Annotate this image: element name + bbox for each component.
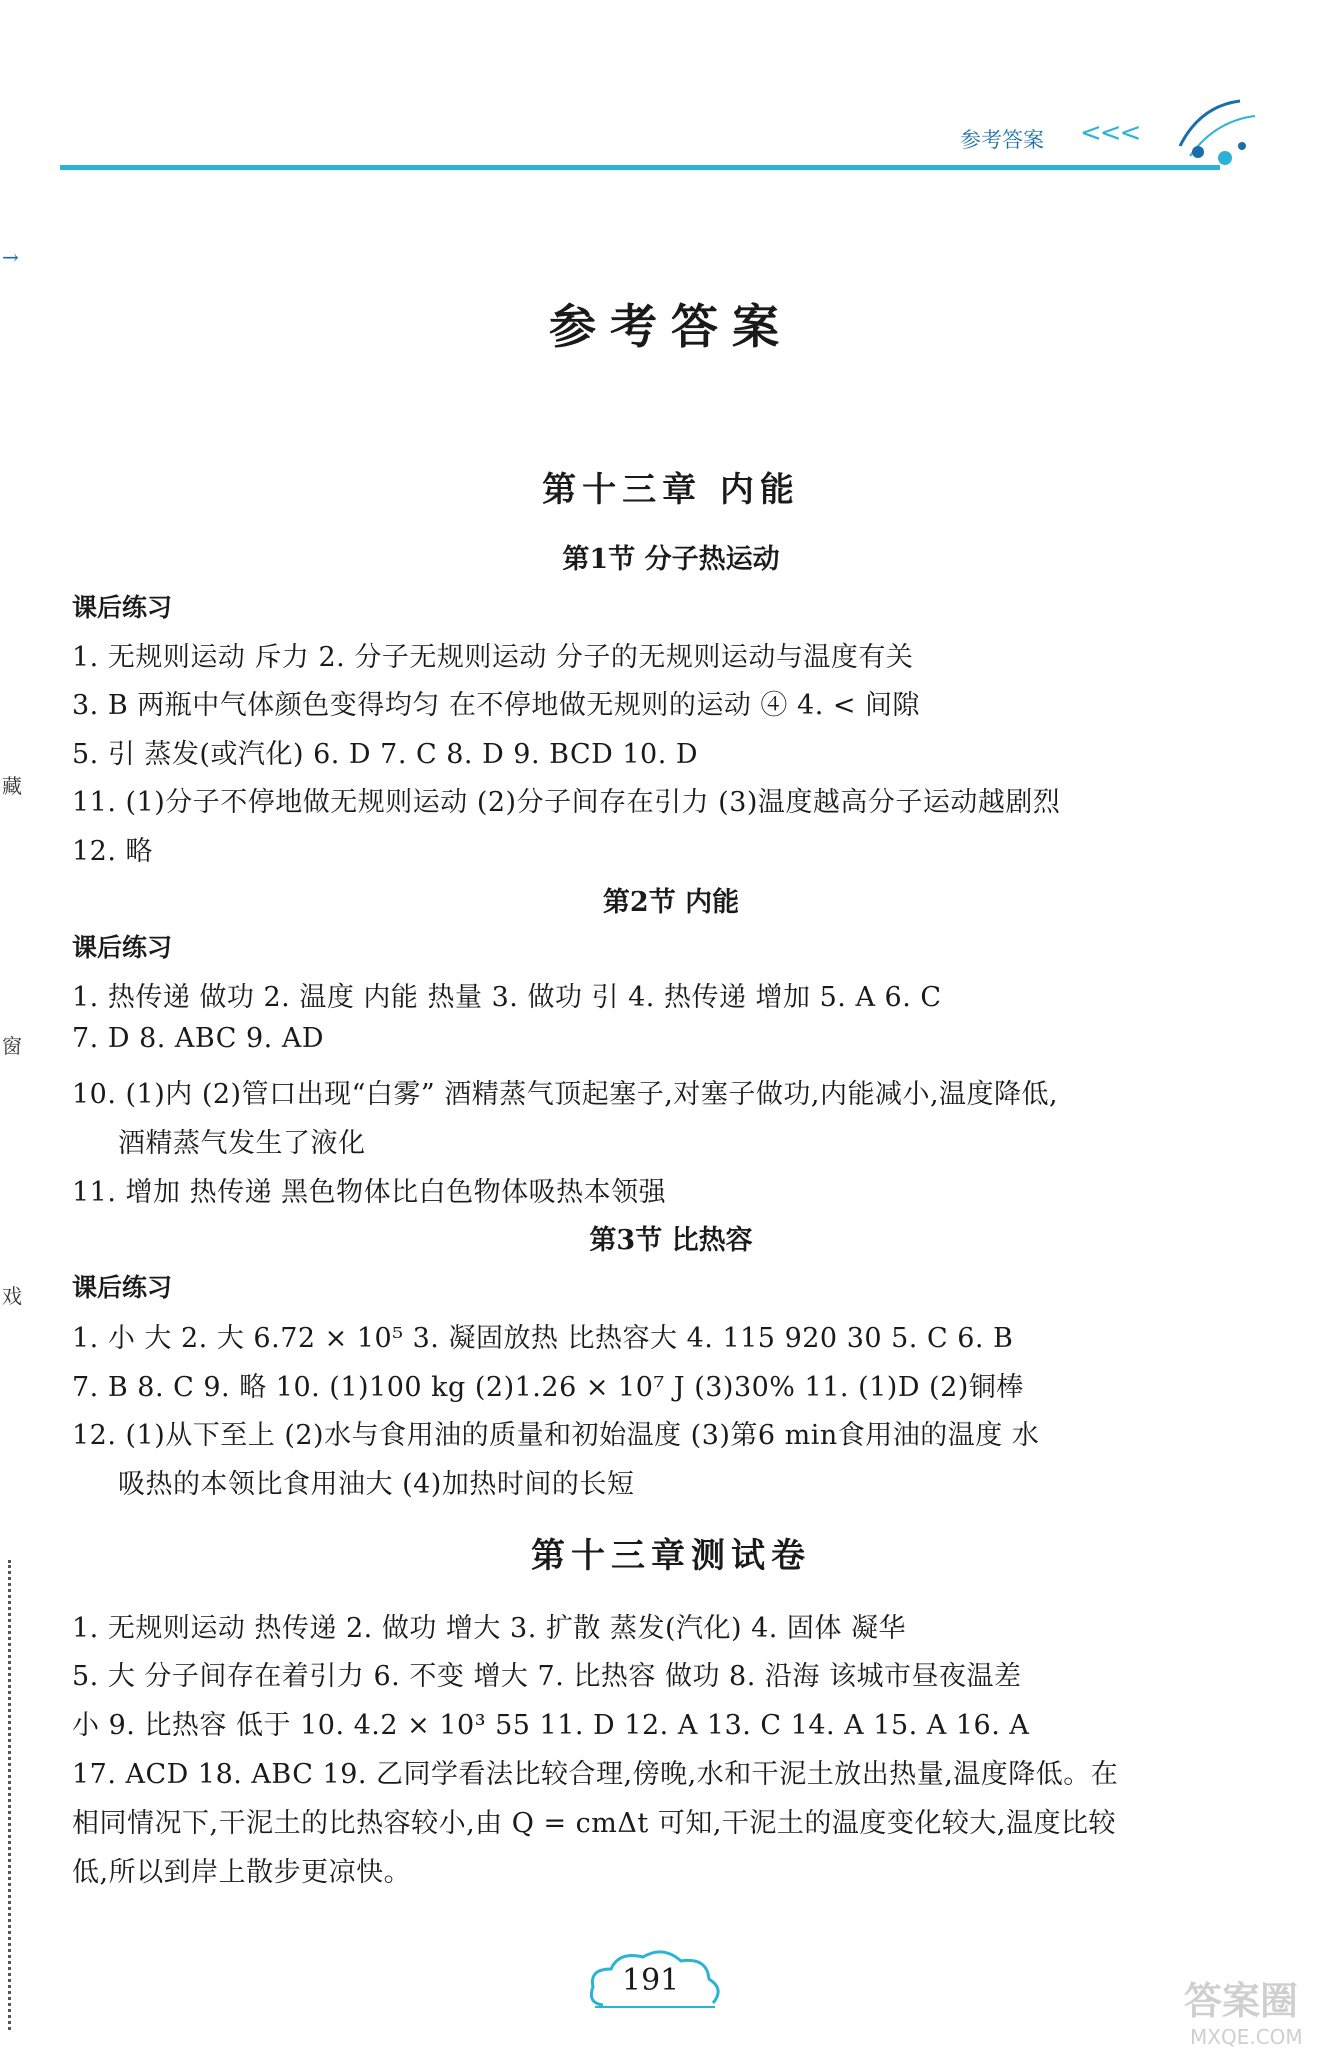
- answer-line: 相同情况下,干泥土的比热容较小,由 Q = cmΔt 可知,干泥土的温度变化较大,温度比较: [72, 1808, 1116, 1839]
- answer-line: 酒精蒸气发生了液化: [118, 1128, 366, 1159]
- swirl-decoration-icon: [1170, 86, 1260, 176]
- answer-line: 10. (1)内 (2)管口出现“白雾” 酒精蒸气顶起塞子,对塞子做功,内能减小,温度降低,: [72, 1079, 1059, 1110]
- watermark-logo: [1180, 1970, 1330, 2050]
- section-title: 第3节 比热容: [589, 1225, 753, 1256]
- answer-line: 7. B 8. C 9. 略 10. (1)100 kg (2)1.26 × 10⁷ J (3)30% 11. (1)D (2)铜棒: [72, 1372, 1024, 1403]
- sub-title: 课后练习: [72, 1273, 173, 1302]
- margin-mark: 戏: [2, 1284, 22, 1308]
- sub-title: 课后练习: [72, 593, 173, 622]
- answer-line: 12. 略: [72, 836, 154, 867]
- page-title: 参考答案: [549, 300, 793, 355]
- answer-line: 11. (1)分子不停地做无规则运动 (2)分子间存在引力 (3)温度越高分子运动越剧烈: [72, 787, 1061, 818]
- svg-text:MXQE.COM: MXQE.COM: [1190, 2025, 1303, 2049]
- answer-line: 5. 大 分子间存在着引力 6. 不变 增大 7. 比热容 做功 8. 沿海 该城市昼夜温差: [72, 1661, 1022, 1692]
- margin-arrow-icon: →: [2, 245, 19, 269]
- answer-line: 3. B 两瓶中气体颜色变得均匀 在不停地做无规则的运动 ④ 4. < 间隙: [72, 690, 921, 721]
- answer-line: 12. (1)从下至上 (2)水与食用油的质量和初始温度 (3)第6 min食用油的温度 水: [72, 1420, 1040, 1451]
- chapter-title: 第十三章 内能: [542, 470, 800, 510]
- margin-mark: 藏: [2, 774, 22, 798]
- answer-line: 1. 小 大 2. 大 6.72 × 10⁵ 3. 凝固放热 比热容大 4. 115 920 30 5. C 6. B: [72, 1323, 1014, 1354]
- margin-mark: 窗: [2, 1034, 22, 1058]
- answer-line: 17. ACD 18. ABC 19. 乙同学看法比较合理,傍晚,水和干泥土放出热量,温度降低。在: [72, 1759, 1119, 1790]
- answer-line: 低,所以到岸上散步更凉快。: [72, 1857, 412, 1888]
- answer-line: 7. D 8. ABC 9. AD: [72, 1023, 324, 1054]
- answer-line: 吸热的本领比食用油大 (4)加热时间的长短: [118, 1469, 635, 1500]
- answer-line: 1. 无规则运动 斥力 2. 分子无规则运动 分子的无规则运动与温度有关: [72, 642, 914, 673]
- section-title: 第1节 分子热运动: [562, 544, 780, 575]
- chevron-left-icon: <<<: [1080, 118, 1140, 148]
- answer-line: 5. 引 蒸发(或汽化) 6. D 7. C 8. D 9. BCD 10. D: [72, 739, 699, 770]
- header-divider: [60, 165, 1220, 170]
- svg-text:答案圈: 答案圈: [1184, 1979, 1299, 2023]
- answer-line: 11. 增加 热传递 黑色物体比白色物体吸热本领强: [72, 1177, 667, 1208]
- section-title: 第2节 内能: [602, 887, 740, 918]
- page-number: 191: [622, 1963, 680, 1998]
- binding-dotted-line: [8, 1560, 15, 2030]
- answer-line: 小 9. 比热容 低于 10. 4.2 × 10³ 55 11. D 12. A 13. C 14. A 15. A 16. A: [72, 1710, 1030, 1741]
- header-label: 参考答案: [960, 128, 1044, 152]
- test-title: 第十三章测试卷: [531, 1536, 811, 1576]
- answer-line: 1. 无规则运动 热传递 2. 做功 增大 3. 扩散 蒸发(汽化) 4. 固体 凝华: [72, 1613, 907, 1644]
- answer-line: 1. 热传递 做功 2. 温度 内能 热量 3. 做功 引 4. 热传递 增加 5. A 6. C: [72, 982, 942, 1013]
- sub-title: 课后练习: [72, 933, 173, 962]
